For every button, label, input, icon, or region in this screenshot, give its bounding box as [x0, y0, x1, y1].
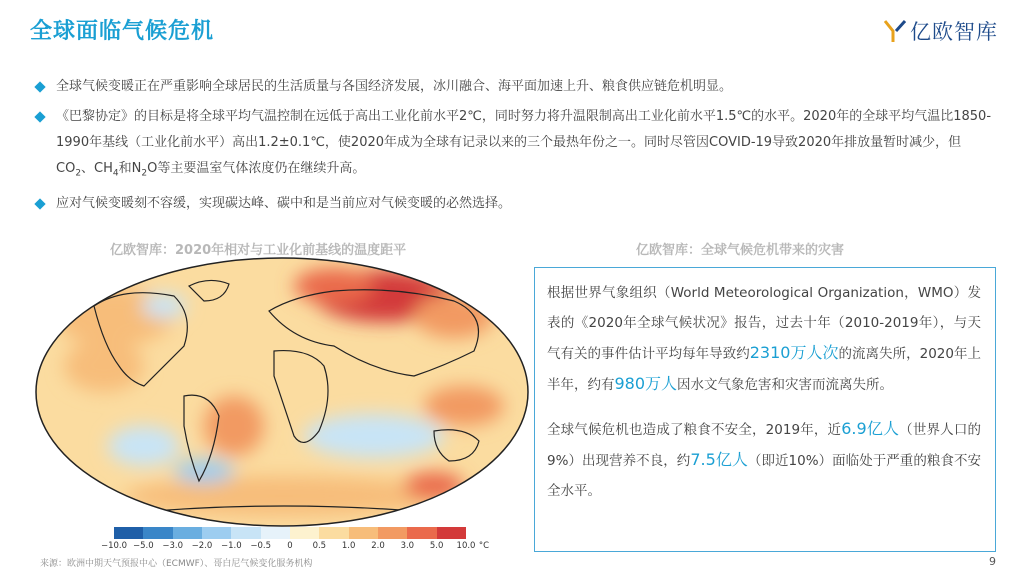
diamond-bullet-icon [34, 111, 45, 122]
bullet-text-part: O等主要温室气体浓度仍在继续升高。 [147, 161, 366, 176]
legend-swatch [114, 527, 143, 539]
subscript: 4 [112, 168, 119, 179]
legend-swatch [202, 527, 231, 539]
bullet-text: 应对气候变暖刻不容缓，实现碳达峰、碳中和是当前应对气候变暖的必然选择。 [56, 195, 512, 211]
legend-label: 1.0 [341, 541, 356, 551]
highlight-number: 6.9亿人 [841, 419, 900, 438]
legend-label: −5.0 [133, 541, 154, 551]
bullet-item [36, 104, 996, 187]
legend-swatch [437, 527, 466, 539]
legend-swatch [231, 527, 260, 539]
legend-swatch [173, 527, 202, 539]
page-number: 9 [989, 555, 996, 568]
diamond-bullet-icon [34, 81, 45, 92]
legend-label: 10.0 [456, 541, 476, 551]
legend-labels [100, 541, 514, 553]
page-title: 全球面临气候危机 [30, 19, 215, 44]
legend-label: −2.0 [191, 541, 213, 551]
legend-label: 2.0 [371, 541, 385, 551]
legend-swatch [378, 527, 407, 539]
box-text: 因水文气象危害和灾害而流离失所。 [677, 377, 894, 393]
bullet-list [36, 74, 996, 221]
world-map-figure [34, 256, 530, 528]
bullet-text: 全球气候变暖正在严重影响全球居民的生活质量与各国经济发展，冰川融合、海平面加速上升、粮食供应链危机明显。 [56, 79, 733, 94]
bullet-item [36, 74, 996, 100]
logo-icon [884, 19, 906, 43]
box-paragraph [547, 414, 981, 506]
legend-swatch [261, 527, 290, 539]
legend-label: −1.0 [221, 541, 242, 551]
box-text: 的流离失所，2020年上半年，约有 [547, 346, 981, 393]
bullet-item [36, 191, 996, 217]
highlight-number: 980万人 [614, 374, 678, 393]
map-caption: 亿欧智库：2020年相对与工业化前基线的温度距平 [110, 243, 407, 258]
legend-label: −3.0 [162, 541, 183, 551]
bullet-text [56, 104, 996, 187]
legend-swatch [349, 527, 378, 539]
legend-swatch [143, 527, 172, 539]
box-text: （世界人口的9%）出现营养不良，约 [547, 422, 982, 469]
legend-label: 0 [287, 541, 293, 551]
box-text: （即近10%）面临处于严重的粮食不安全水平。 [547, 453, 982, 499]
highlight-number: 2310万人次 [749, 343, 839, 362]
subscript: 2 [141, 168, 148, 179]
legend-label: 3.0 [400, 541, 415, 551]
box-text: 全球气候危机也造成了粮食不安全，2019年，近 [547, 422, 842, 438]
legend-label: 5.0 [429, 541, 444, 551]
bullet-text-part: 《巴黎协定》的目标是将全球平均气温控制在远低于高出工业化前水平2℃，同时努力将升温限制高出工业化前水平1.5℃的水平。2020年的全球平均气温比1850-1990年基线（工业化前水平）高出1.2±0.1℃，使2020年成为全球有记录以来的三个最热年份之一。同时尽管因COVID-19导致2020年排放量暂时减少，但CO [56, 109, 992, 176]
disaster-info-box [534, 267, 996, 552]
legend-label: −0.5 [250, 541, 271, 551]
legend-swatch [319, 527, 348, 539]
temperature-anomaly-map [34, 256, 530, 528]
legend-swatch [290, 527, 319, 539]
bullet-text-part: 和N [118, 161, 142, 176]
box-caption: 亿欧智库：全球气候危机带来的灾害 [636, 243, 845, 258]
logo [884, 16, 998, 46]
highlight-number: 7.5亿人 [690, 450, 748, 469]
bullet-text-part: 、CH [81, 161, 113, 176]
source-note: 来源：欧洲中期天气预报中心（ECMWF）、哥白尼气候变化服务机构 [40, 559, 313, 569]
subscript: 2 [75, 168, 82, 179]
legend-label: °C [478, 541, 490, 551]
box-text: 根据世界气象组织（World Meteorological Organization，WMO）发表的《2020年全球气候状况》报告，过去十年（2010-2019年），与天气有关的事件估计平均每年导致约 [547, 285, 981, 362]
box-paragraph [547, 278, 981, 400]
diamond-bullet-icon [34, 198, 45, 209]
legend-color-bar [114, 527, 466, 539]
legend-label: −10.0 [100, 541, 128, 551]
color-legend [100, 527, 490, 551]
legend-label: 0.5 [312, 541, 327, 551]
logo-text: 亿欧智库 [910, 20, 998, 44]
legend-swatch [407, 527, 436, 539]
